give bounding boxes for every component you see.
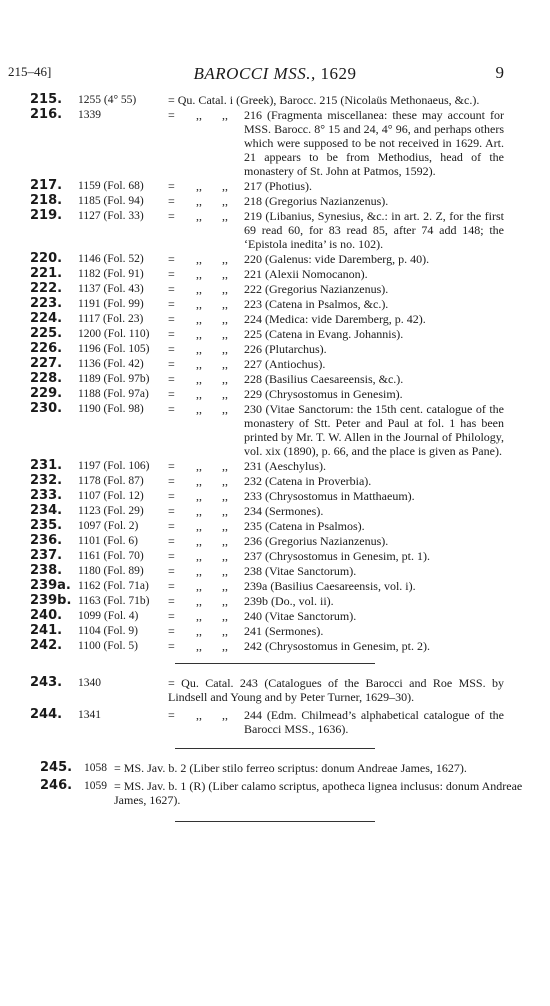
ditto-mark: ,,	[222, 708, 228, 722]
ditto-mark: ,,	[196, 489, 202, 503]
ditto-mark: ,,	[196, 459, 202, 473]
ditto-mark: ,,	[196, 209, 202, 223]
entry-number: 226.	[30, 341, 63, 356]
ditto-mark: ,,	[222, 624, 228, 638]
ditto-mark: ,,	[222, 357, 228, 371]
entry-number: 227.	[30, 356, 63, 371]
entry-number: 219.	[30, 208, 63, 223]
catalogue-entry	[0, 327, 550, 341]
ditto-mark: ,,	[196, 297, 202, 311]
ditto-mark: ,,	[222, 108, 228, 122]
catalogue-entry	[0, 297, 550, 311]
ditto-mark: ,,	[222, 297, 228, 311]
ditto-mark: ,,	[196, 312, 202, 326]
ditto-mark: ,,	[222, 609, 228, 623]
entry-number: 241.	[30, 623, 63, 638]
catalogue-entry	[0, 564, 550, 578]
catalogue-entry	[0, 209, 550, 251]
entry-description: 237 (Chrysostomus in Genesim, pt. 1).	[244, 549, 430, 563]
entry-description: 230 (Vitae Sanctorum: the 15th cent. catalogue of the monastery of Stt. Peter and Paul at fol. 1 has been printed by Mr. T. W. Allen in the Journal of Philology, vol. xix (1890), p. 66, and the place is given as Pane).	[244, 402, 504, 458]
entry-old-reference: 1162 (Fol. 71a)	[78, 580, 149, 592]
ditto-mark: ,,	[222, 549, 228, 563]
ditto-mark: ,,	[196, 387, 202, 401]
header-title	[0, 64, 550, 84]
entry-number: 220.	[30, 251, 63, 266]
ditto-mark: ,,	[196, 327, 202, 341]
catalogue-entry	[0, 312, 550, 326]
ditto-mark: ,,	[222, 312, 228, 326]
catalogue-entry	[0, 761, 550, 775]
entry-number: 239a.	[30, 578, 71, 593]
entry-description: 223 (Catena in Psalmos, &c.).	[244, 297, 389, 311]
ditto-mark: ,,	[196, 372, 202, 386]
entry-description: 231 (Aeschylus).	[244, 459, 326, 473]
page-number: 9	[495, 63, 504, 82]
ditto-equals: =	[168, 282, 175, 296]
catalogue-entry	[0, 108, 550, 178]
entry-old-reference: 1180 (Fol. 89)	[78, 565, 144, 577]
catalogue-entry	[0, 579, 550, 593]
entry-old-reference: 1059	[84, 780, 107, 792]
catalogue-entry	[0, 282, 550, 296]
ditto-equals: =	[168, 534, 175, 548]
catalogue-entry	[0, 387, 550, 401]
ditto-equals: =	[168, 594, 175, 608]
entry-number: 230.	[30, 401, 63, 416]
entry-description: 242 (Chrysostomus in Genesim, pt. 2).	[244, 639, 430, 653]
catalogue-entry	[0, 549, 550, 563]
entry-number: 234.	[30, 503, 63, 518]
catalogue-entry	[0, 357, 550, 371]
entry-old-reference: 1136 (Fol. 42)	[78, 358, 144, 370]
entry-number: 231.	[30, 458, 63, 473]
entry-description: 216 (Fragmenta miscellanea: these may account for MSS. Barocc. 8° 15 and 24, 4° 96, and perhaps others which were supposed to be not received in 1629. Art. 21 appears to be from Methodius, head of the monastery of St. John at Patmos, 1592).	[244, 108, 504, 178]
entry-number: 215.	[30, 92, 63, 107]
entry-description: 217 (Photius).	[244, 179, 313, 193]
ditto-mark: ,,	[196, 282, 202, 296]
entry-number: 238.	[30, 563, 63, 578]
ditto-equals: =	[168, 489, 175, 503]
ditto-equals: =	[168, 564, 175, 578]
ditto-equals: =	[168, 194, 175, 208]
ditto-mark: ,,	[196, 609, 202, 623]
catalogue-entry	[0, 624, 550, 638]
entry-old-reference: 1188 (Fol. 97a)	[78, 388, 149, 400]
catalogue-entry	[0, 708, 550, 736]
entry-old-reference: 1104 (Fol. 9)	[78, 625, 138, 637]
entry-old-reference: 1146 (Fol. 52)	[78, 253, 144, 265]
ditto-equals: =	[168, 327, 175, 341]
entry-description: 239a (Basilius Caesareensis, vol. i).	[244, 579, 416, 593]
entry-description: 226 (Plutarchus).	[244, 342, 327, 356]
ditto-mark: ,,	[196, 267, 202, 281]
entry-old-reference: 1137 (Fol. 43)	[78, 283, 144, 295]
entry-description: 244 (Edm. Chilmead’s alphabetical catalogue of the Barocci MSS., 1636).	[244, 708, 504, 736]
entry-description: 219 (Libanius, Synesius, &c.: in art. 2. Z, for the first 69 read 60, for 83 read 85, after 74 add 148; the ‘Epistola inedita’ is no. 102).	[244, 209, 504, 251]
entry-number: 245.	[40, 760, 73, 775]
entry-number: 232.	[30, 473, 63, 488]
ditto-equals: =	[168, 252, 175, 266]
ditto-equals: =	[168, 357, 175, 371]
ditto-mark: ,,	[196, 179, 202, 193]
ditto-mark: ,,	[222, 387, 228, 401]
ditto-mark: ,,	[196, 624, 202, 638]
ditto-equals: =	[168, 459, 175, 473]
ditto-equals: =	[168, 624, 175, 638]
entry-description: 235 (Catena in Psalmos).	[244, 519, 365, 533]
ditto-mark: ,,	[222, 267, 228, 281]
entry-description: 221 (Alexii Nomocanon).	[244, 267, 368, 281]
entry-old-reference: 1123 (Fol. 29)	[78, 505, 144, 517]
entry-old-reference: 1341	[78, 709, 101, 721]
catalogue-entry	[0, 179, 550, 193]
entry-description: 229 (Chrysostomus in Genesim).	[244, 387, 403, 401]
catalogue-entry	[0, 474, 550, 488]
catalogue-entry	[0, 519, 550, 533]
ditto-equals: =	[168, 708, 175, 722]
entry-description: 225 (Catena in Evang. Johannis).	[244, 327, 404, 341]
ditto-equals: =	[168, 549, 175, 563]
entry-old-reference: 1178 (Fol. 87)	[78, 475, 144, 487]
ditto-equals: =	[168, 639, 175, 653]
entry-number: 224.	[30, 311, 63, 326]
entry-number: 243.	[30, 675, 63, 690]
catalogue-entry	[0, 534, 550, 548]
ditto-mark: ,,	[196, 402, 202, 416]
entry-old-reference: 1163 (Fol. 71b)	[78, 595, 150, 607]
entry-old-reference: 1340	[78, 677, 101, 689]
section-rule	[175, 748, 375, 749]
entry-description: 228 (Basilius Caesareensis, &c.).	[244, 372, 404, 386]
ditto-mark: ,,	[196, 579, 202, 593]
entry-description: 240 (Vitae Sanctorum).	[244, 609, 357, 623]
running-header	[0, 64, 550, 84]
ditto-mark: ,,	[196, 194, 202, 208]
ditto-mark: ,,	[196, 504, 202, 518]
section-rule	[175, 663, 375, 664]
catalogue-entry	[0, 194, 550, 208]
entry-old-reference: 1191 (Fol. 99)	[78, 298, 144, 310]
ditto-mark: ,,	[222, 402, 228, 416]
entry-description: 238 (Vitae Sanctorum).	[244, 564, 357, 578]
ditto-equals: =	[168, 387, 175, 401]
entry-description: = MS. Jav. b. 2 (Liber stilo ferreo scriptus: donum Andreae James, 1627).	[114, 761, 467, 775]
entry-number: 233.	[30, 488, 63, 503]
entry-number: 235.	[30, 518, 63, 533]
catalogue-entry	[0, 267, 550, 281]
entry-old-reference: 1127 (Fol. 33)	[78, 210, 144, 222]
entry-old-reference: 1107 (Fol. 12)	[78, 490, 144, 502]
ditto-equals: =	[168, 297, 175, 311]
entry-number: 239b.	[30, 593, 72, 608]
catalogue-entry	[0, 676, 550, 704]
ditto-mark: ,,	[222, 504, 228, 518]
header-title-italic: BAROCCI MSS.,	[193, 64, 316, 83]
ditto-mark: ,,	[222, 342, 228, 356]
catalogue-entry	[0, 372, 550, 386]
ditto-equals: =	[168, 342, 175, 356]
entry-number: 225.	[30, 326, 63, 341]
ditto-equals: =	[168, 609, 175, 623]
entry-old-reference: 1097 (Fol. 2)	[78, 520, 139, 532]
entry-number: 246.	[40, 778, 73, 793]
ditto-mark: ,,	[196, 519, 202, 533]
catalogue-entry	[0, 93, 550, 107]
ditto-equals: =	[168, 372, 175, 386]
ditto-equals: =	[168, 504, 175, 518]
header-range: 215–46]	[8, 64, 52, 79]
ditto-mark: ,,	[222, 327, 228, 341]
ditto-equals: =	[168, 108, 175, 122]
ditto-mark: ,,	[196, 549, 202, 563]
end-rule	[175, 821, 375, 822]
ditto-mark: ,,	[222, 534, 228, 548]
ditto-mark: ,,	[196, 357, 202, 371]
entry-description: 241 (Sermones).	[244, 624, 324, 638]
entry-number: 217.	[30, 178, 63, 193]
ditto-equals: =	[168, 267, 175, 281]
entry-number: 223.	[30, 296, 63, 311]
catalogue-entry	[0, 609, 550, 623]
entry-description: 222 (Gregorius Nazianzenus).	[244, 282, 389, 296]
entry-number: 244.	[30, 707, 63, 722]
entry-number: 237.	[30, 548, 63, 563]
entry-description: 232 (Catena in Proverbia).	[244, 474, 372, 488]
ditto-equals: =	[168, 519, 175, 533]
entry-number: 221.	[30, 266, 63, 281]
ditto-mark: ,,	[222, 194, 228, 208]
entry-old-reference: 1182 (Fol. 91)	[78, 268, 144, 280]
catalogue-entry	[0, 639, 550, 653]
ditto-mark: ,,	[196, 342, 202, 356]
entry-old-reference: 1200 (Fol. 110)	[78, 328, 150, 340]
ditto-mark: ,,	[222, 282, 228, 296]
catalogue-entry	[0, 252, 550, 266]
entry-old-reference: 1159 (Fol. 68)	[78, 180, 144, 192]
ditto-mark: ,,	[196, 474, 202, 488]
entry-description: = MS. Jav. b. 1 (R) (Liber calamo scriptus, apotheca lignea inclusus: donum Andreae James, 1627).	[114, 779, 523, 807]
ditto-mark: ,,	[222, 209, 228, 223]
entry-number: 218.	[30, 193, 63, 208]
entry-old-reference: 1058	[84, 762, 107, 774]
ditto-equals: =	[168, 579, 175, 593]
entry-number: 229.	[30, 386, 63, 401]
entry-old-reference: 1196 (Fol. 105)	[78, 343, 150, 355]
entry-old-reference: 1255 (4° 55)	[78, 94, 137, 106]
entry-description: 220 (Galenus: vide Daremberg, p. 40).	[244, 252, 430, 266]
ditto-mark: ,,	[196, 708, 202, 722]
entry-old-reference: 1189 (Fol. 97b)	[78, 373, 150, 385]
catalogue-entry	[0, 504, 550, 518]
ditto-mark: ,,	[222, 519, 228, 533]
catalogue-entry	[0, 489, 550, 503]
entry-description: 233 (Chrysostomus in Matthaeum).	[244, 489, 415, 503]
ditto-mark: ,,	[222, 639, 228, 653]
entry-number: 228.	[30, 371, 63, 386]
entry-description: 227 (Antiochus).	[244, 357, 326, 371]
ditto-equals: =	[168, 402, 175, 416]
ditto-mark: ,,	[222, 179, 228, 193]
entries-list	[0, 93, 550, 822]
ditto-mark: ,,	[196, 108, 202, 122]
ditto-mark: ,,	[196, 252, 202, 266]
ditto-mark: ,,	[196, 564, 202, 578]
entry-description: 234 (Sermones).	[244, 504, 324, 518]
catalogue-entry	[0, 779, 550, 807]
entry-number: 236.	[30, 533, 63, 548]
entry-old-reference: 1190 (Fol. 98)	[78, 403, 144, 415]
entry-old-reference: 1197 (Fol. 106)	[78, 460, 150, 472]
entry-old-reference: 1100 (Fol. 5)	[78, 640, 138, 652]
entry-description: = Qu. Catal. 243 (Catalogues of the Barocci and Roe MSS. by Lindsell and Young and by Peter Turner, 1629–30).	[168, 676, 504, 704]
ditto-mark: ,,	[222, 372, 228, 386]
catalogue-entry	[0, 594, 550, 608]
ditto-mark: ,,	[222, 252, 228, 266]
entry-old-reference: 1161 (Fol. 70)	[78, 550, 144, 562]
ditto-mark: ,,	[222, 594, 228, 608]
ditto-mark: ,,	[222, 459, 228, 473]
ditto-mark: ,,	[196, 594, 202, 608]
entry-number: 240.	[30, 608, 63, 623]
entry-old-reference: 1185 (Fol. 94)	[78, 195, 144, 207]
entry-description: 236 (Gregorius Nazianzenus).	[244, 534, 389, 548]
catalogue-entry	[0, 402, 550, 458]
entry-description: 239b (Do., vol. ii).	[244, 594, 334, 608]
ditto-mark: ,,	[222, 564, 228, 578]
entry-old-reference: 1101 (Fol. 6)	[78, 535, 138, 547]
ditto-mark: ,,	[196, 639, 202, 653]
ditto-equals: =	[168, 312, 175, 326]
entry-old-reference: 1099 (Fol. 4)	[78, 610, 139, 622]
ditto-mark: ,,	[222, 579, 228, 593]
catalogue-entry	[0, 342, 550, 356]
ditto-mark: ,,	[196, 534, 202, 548]
entry-old-reference: 1117 (Fol. 23)	[78, 313, 144, 325]
entry-description: = Qu. Catal. i (Greek), Barocc. 215 (Nicolaüs Methonaeus, &c.).	[168, 93, 480, 107]
entry-number: 216.	[30, 107, 63, 122]
ditto-equals: =	[168, 209, 175, 223]
entry-old-reference: 1339	[78, 109, 101, 121]
ditto-equals: =	[168, 179, 175, 193]
header-year: 1629	[320, 64, 357, 83]
ditto-equals: =	[168, 474, 175, 488]
ditto-mark: ,,	[222, 489, 228, 503]
ditto-mark: ,,	[222, 474, 228, 488]
entry-number: 242.	[30, 638, 63, 653]
entry-number: 222.	[30, 281, 63, 296]
entry-description: 224 (Medica: vide Daremberg, p. 42).	[244, 312, 426, 326]
catalogue-entry	[0, 459, 550, 473]
entry-description: 218 (Gregorius Nazianzenus).	[244, 194, 389, 208]
